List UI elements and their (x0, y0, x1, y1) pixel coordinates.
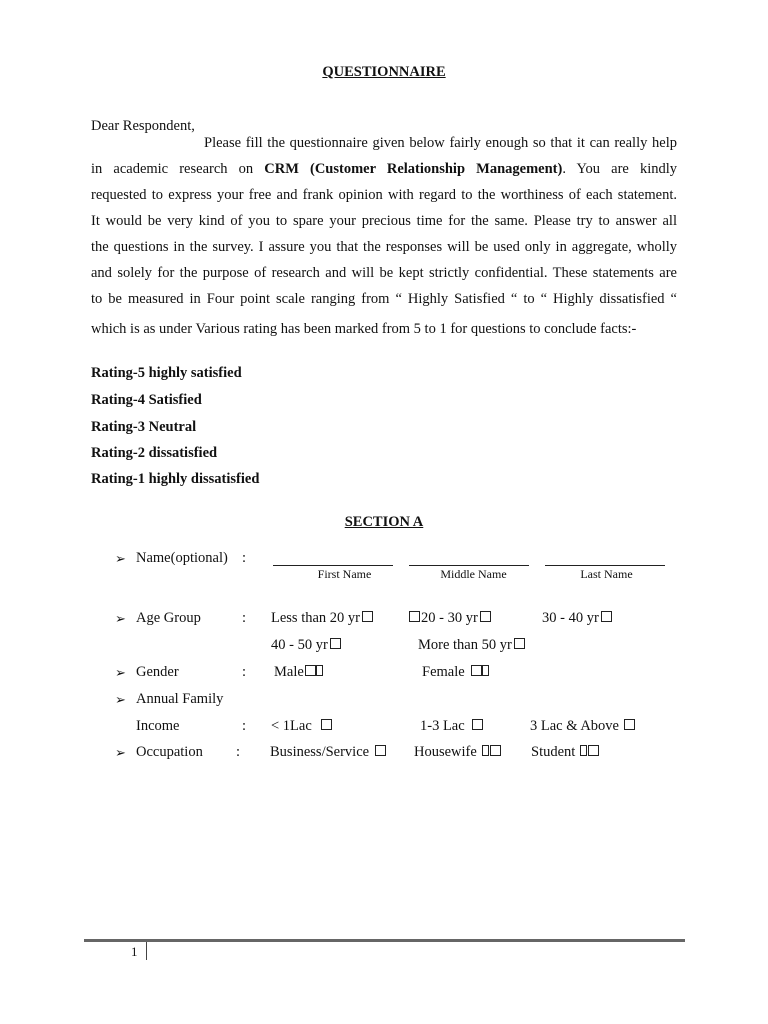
intro-line-3: requested to express your free and frank opinion with regard to the worthiness of each statement. (91, 187, 677, 203)
intro-line-2-pre: in academic research on (91, 161, 265, 177)
checkbox-icon[interactable] (624, 719, 635, 730)
page-number: 1 (131, 944, 138, 959)
checkbox-icon[interactable] (580, 745, 587, 756)
rating-2: Rating-2 dissatisfied (91, 445, 218, 461)
gender-colon: : (242, 664, 247, 680)
rating-4: Rating-4 Satisfied (91, 392, 202, 408)
salutation: Dear Respondent, (91, 118, 195, 134)
occupation-option-business[interactable] (270, 744, 386, 761)
checkbox-icon[interactable] (482, 665, 489, 676)
gender-option-label: Male (274, 664, 304, 680)
occupation-option-label: Business/Service (270, 744, 370, 760)
checkbox-icon[interactable] (321, 719, 332, 730)
first-name-label: First Name (317, 567, 372, 581)
name-label: Name(optional) (136, 550, 228, 566)
checkbox-icon[interactable] (601, 611, 612, 622)
occupation-option-label: Student (531, 744, 576, 760)
checkbox-icon[interactable] (362, 611, 373, 622)
rating-5: Rating-5 highly satisfied (91, 365, 242, 381)
checkbox-icon[interactable] (471, 665, 482, 676)
checkbox-icon[interactable] (305, 665, 316, 676)
name-colon: : (242, 550, 247, 566)
age-option-label: 30 - 40 yr (542, 610, 599, 626)
age-option-label: 20 - 30 yr (421, 610, 478, 626)
age-option-under-20[interactable] (271, 610, 373, 627)
occupation-colon: : (236, 744, 241, 760)
occupation-option-housewife[interactable] (414, 744, 501, 761)
bullet-arrow-icon: ➢ (115, 692, 126, 707)
checkbox-icon[interactable] (409, 611, 420, 622)
first-name-field[interactable] (273, 565, 393, 566)
middle-name-field[interactable] (409, 565, 529, 566)
age-option-40-50[interactable] (271, 637, 341, 654)
checkbox-icon[interactable] (480, 611, 491, 622)
intro-line-5: the questions in the survey. I assure you that the responses will be used only in aggregate, wholly (91, 239, 677, 255)
intro-line-1: Please fill the questionnaire given below fairly enough so that it can really help (204, 135, 677, 151)
age-option-over-50[interactable] (418, 637, 525, 654)
occupation-option-label: Housewife (414, 744, 477, 760)
checkbox-icon[interactable] (316, 665, 323, 676)
intro-line-8: which is as under Various rating has been marked from 5 to 1 for questions to conclude facts:- (91, 321, 637, 337)
gender-option-male[interactable] (274, 664, 323, 681)
age-option-label: Less than 20 yr (271, 610, 360, 626)
occupation-option-student[interactable] (531, 744, 599, 761)
checkbox-icon[interactable] (490, 745, 501, 756)
footer-divider (146, 942, 147, 960)
checkbox-icon[interactable] (472, 719, 483, 730)
last-name-label: Last Name (580, 567, 633, 581)
intro-line-6: and solely for the purpose of research and will be kept strictly confidential. These statements are (91, 265, 677, 281)
checkbox-icon[interactable] (375, 745, 386, 756)
footer-rule (84, 939, 685, 942)
income-option-3-lac-above[interactable] (530, 718, 635, 735)
rating-1: Rating-1 highly dissatisfied (91, 471, 260, 487)
income-option-under-1-lac[interactable] (271, 718, 332, 735)
section-a-title: SECTION A (344, 514, 424, 530)
age-group-colon: : (242, 610, 247, 626)
income-option-label: < 1Lac (271, 718, 312, 734)
checkbox-icon[interactable] (482, 745, 489, 756)
bullet-arrow-icon: ➢ (115, 611, 126, 626)
middle-name-label: Middle Name (440, 567, 507, 581)
income-colon: : (242, 718, 247, 734)
rating-3: Rating-3 Neutral (91, 419, 197, 435)
gender-label: Gender (136, 664, 179, 680)
income-option-1-3-lac[interactable] (420, 718, 483, 735)
intro-line-4: It would be very kind of you to spare your precious time for the same. Please try to answer all (91, 213, 677, 229)
last-name-field[interactable] (545, 565, 665, 566)
income-label-line-2: Income (136, 718, 180, 734)
intro-line-2 (91, 161, 677, 178)
gender-option-female[interactable] (422, 664, 489, 681)
age-option-20-30[interactable] (409, 610, 491, 627)
income-option-label: 1-3 Lac (420, 718, 465, 734)
checkbox-icon[interactable] (514, 638, 525, 649)
age-group-label: Age Group (136, 610, 201, 626)
occupation-label: Occupation (136, 744, 203, 760)
bullet-arrow-icon: ➢ (115, 745, 126, 760)
age-option-label: 40 - 50 yr (271, 637, 328, 653)
bullet-arrow-icon: ➢ (115, 665, 126, 680)
bullet-arrow-icon: ➢ (115, 551, 126, 566)
income-option-label: 3 Lac & Above (530, 718, 619, 734)
age-option-label: More than 50 yr (418, 637, 512, 653)
income-label-line-1: Annual Family (136, 691, 224, 707)
checkbox-icon[interactable] (330, 638, 341, 649)
crm-term: CRM (Customer Relationship Management) (264, 161, 563, 177)
intro-line-2-post: . You are kindly (562, 161, 678, 177)
page-title: QUESTIONNAIRE (322, 64, 446, 80)
intro-line-7: to be measured in Four point scale ranging from “ Highly Satisfied “ to “ Highly dissatisfied “ (91, 291, 677, 307)
checkbox-icon[interactable] (588, 745, 599, 756)
age-option-30-40[interactable] (542, 610, 612, 627)
gender-option-label: Female (422, 664, 465, 680)
